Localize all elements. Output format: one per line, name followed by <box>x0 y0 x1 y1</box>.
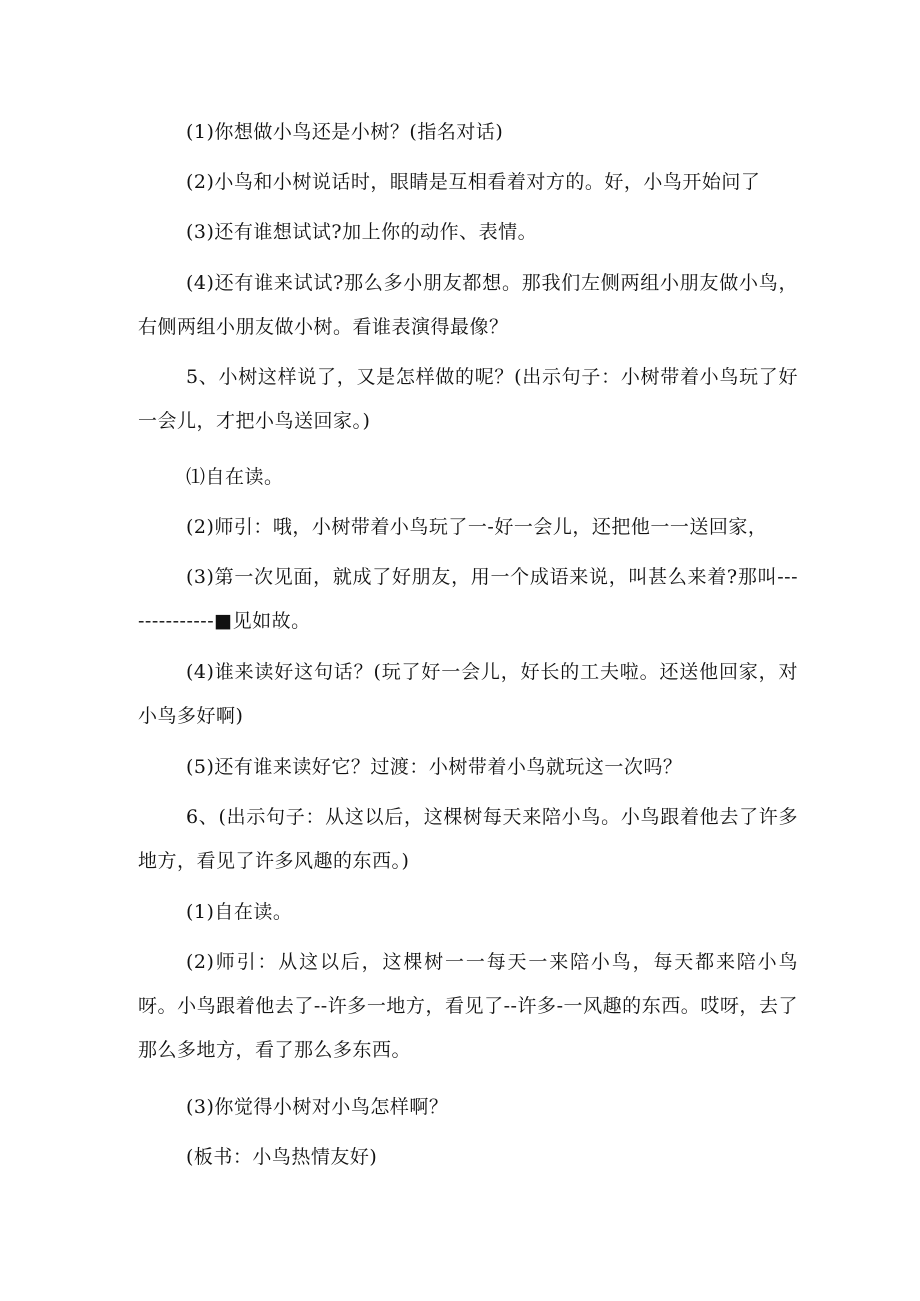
paragraph-1: (1)你想做小鸟还是小树？(指名对话) <box>186 121 504 143</box>
paragraph-13: (2)师引：从这以后，这棵树一一每天一来陪小鸟，每天都来陪小鸟呀。小鸟跟着他去了--许多一地方，看见了--许多-一风趣的东西。哎呀，去了那么多地方，看了那么多东西。 <box>138 951 798 1061</box>
paragraph-4: (4)还有谁来试试?那么多小朋友都想。那我们左侧两组小朋友做小鸟，右侧两组小朋友做小树。看谁表演得最像？ <box>138 272 798 338</box>
paragraph-12: (1)自在读。 <box>186 901 293 923</box>
paragraph-11: 6、(出示句子：从这以后，这棵树每天来陪小鸟。小鸟跟着他去了许多地方，看见了许多风趣的东西。) <box>138 806 798 872</box>
paragraph-5: 5、小树这样说了，又是怎样做的呢？(出示句子：小树带着小鸟玩了好一会儿，才把小鸟送回家。) <box>138 366 798 432</box>
paragraph-6: ⑴自在读。 <box>186 466 284 488</box>
paragraph-3: (3)还有谁想试试?加上你的动作、表情。 <box>186 221 538 243</box>
paragraph-14: (3)你觉得小树对小鸟怎样啊？ <box>186 1096 449 1118</box>
paragraph-15: (板书：小鸟热情友好) <box>186 1146 378 1168</box>
paragraph-8: (3)第一次见面，就成了好朋友，用一个成语来说，叫甚么来着?那叫--------------■见如故。 <box>138 566 798 632</box>
paragraph-2: (2)小鸟和小树说话时，眼睛是互相看着对方的。好，小鸟开始问了 <box>186 171 761 193</box>
paragraph-9: (4)谁来读好这句话？(玩了好一会儿，好长的工夫啦。还送他回家，对小鸟多好啊) <box>138 661 798 727</box>
paragraph-10: (5)还有谁来读好它？过渡：小树带着小鸟就玩这一次吗？ <box>186 756 683 778</box>
paragraph-7: (2)师引：哦，小树带着小鸟玩了一-好一会儿，还把他一一送回家， <box>186 516 768 538</box>
